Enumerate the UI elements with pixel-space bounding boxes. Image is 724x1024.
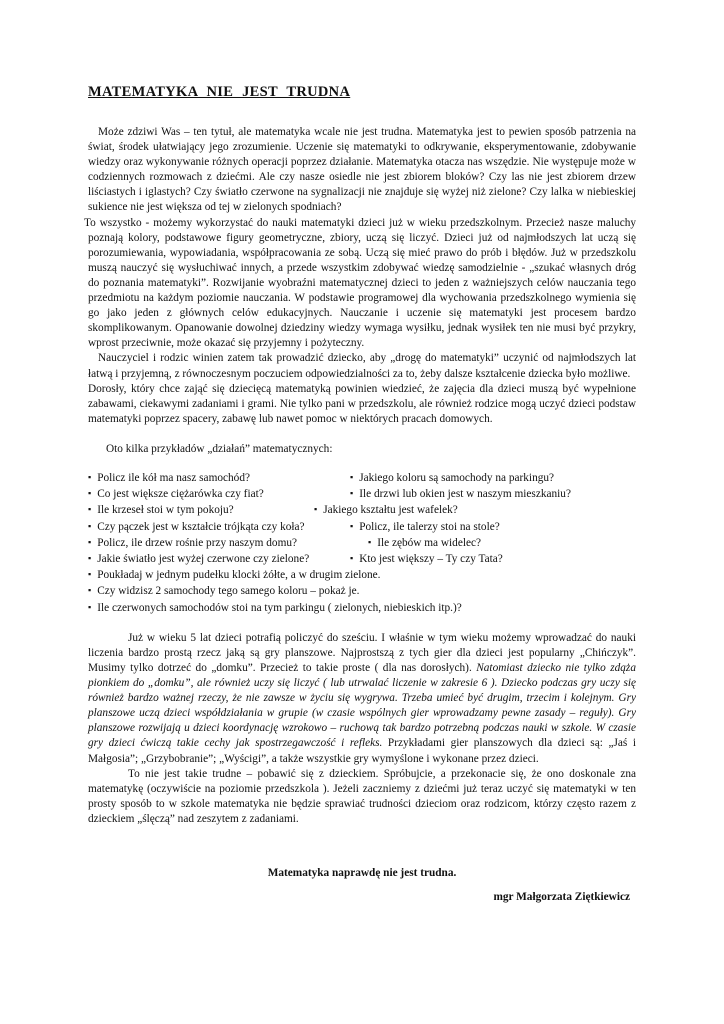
list-item — [88, 535, 636, 551]
paragraph-5-normal-2: Przykładami gier planszowych dla dzieci są: „Jaś i Małgosia”; „Grzybobranie”; „Wyścigi”, a także wszystkie gry wymyślone i wykonane przez dzieci. — [88, 737, 636, 765]
list-item — [88, 519, 636, 535]
example-right: ▪ Policz, ile talerzy stoi na stole? — [350, 519, 500, 535]
example-left: ▪ Ile krzeseł stoi w tym pokoju? — [88, 502, 314, 518]
example-right: ▪ Ile zębów ma widelec? — [368, 535, 481, 551]
example-left: ▪ Czy widzisz 2 samochody tego samego koloru – pokaż je. — [88, 583, 359, 599]
example-left: ▪ Co jest większe ciężarówka czy fiat? — [88, 486, 350, 502]
example-left: ▪ Poukładaj w jednym pudełku klocki żółte, a w drugim zielone. — [88, 567, 381, 583]
paragraph-6: To nie jest takie trudne – pobawić się z dzieckiem. Spróbujcie, a przekonacie się, że ono doskonale zna matematykę (oczywiście na poziomie przedszkola ). Jeżeli zaczniemy z dziećmi już teraz uczyć się matematyki w ten prosty sposób to w szkole matematyka nie będzie sprawiać trudności dzieciom oraz rodzicom, którzy często razem z dzieckiem „ślęczą” nad zeszytem z zadaniami. — [88, 767, 636, 825]
author-signature: mgr Małgorzata Ziętkiewicz — [493, 891, 630, 904]
example-left: ▪ Ile czerwonych samochodów stoi na tym parkingu ( zielonych, niebieskich itp.)? — [88, 600, 462, 616]
list-item — [88, 583, 636, 599]
example-left: ▪ Czy pączek jest w kształcie trójkąta czy koła? — [88, 519, 350, 535]
paragraph-5-italic: Natomiast dziecko nie tylko zdąża pionkiem do „domku”, ale również uczy się liczyć ( lub utrwalać liczenie w zakresie 6 ). Dziecko podczas gry uczy się również bardzo ważnej rzeczy, że nie zawsze w życiu się wygrywa. Trzeba umieć być drugim, trzecim i kolejnym. Gry planszowe uczą dzieci współdziałania w grupie (w czasie wspólnych gier wprowadzamy pewne zasady – reguły). Gry planszowe rozwijają u dzieci koordynację wzrokowo – ruchową tak bardzo potrzebną podczas nauki w szkole. W czasie gry dzieci ćwiczą takie cechy jak spostrzegawczość i refleks. — [88, 661, 636, 750]
list-item — [88, 551, 636, 567]
example-left: ▪ Policz, ile drzew rośnie przy naszym domu? — [88, 535, 368, 551]
page-title: MATEMATYKA NIE JEST TRUDNA — [88, 84, 351, 100]
paragraph-intro: Może zdziwi Was – ten tytuł, ale matematyka wcale nie jest trudna. Matematyka jest to pewien sposób patrzenia na świat, środek ułatwiający jego zrozumienie. Uczenie się matematyki to odkrywanie, eksperymentowanie, zdobywanie wiedzy oraz wykonywanie różnych operacji poprzez działanie. Matematyka otacza nas wszędzie. Nie występuje może w codziennych rozmowach z dziećmi. Ale czy nasze osiedle nie jest zbiorem bloków? Czy las nie jest zbiorem drzew liściastych i iglastych? Czy światło czerwone na sygnalizacji nie znajduje się wyżej niż zielone? Czy lalka w niebieskiej sukience nie jest większa od tej w zielonych spodniach? — [88, 126, 636, 214]
list-item — [88, 470, 636, 486]
list-item — [88, 600, 636, 616]
paragraph-5-normal-1: Już w wieku 5 lat dzieci potrafią policzyć do sześciu. I właśnie w tym wieku możemy wprowadzać do nauki liczenia bardzo prostą rzecz jaką są gry planszowe. Najprostszą z tych gier dla dzieci jest popularny „Chińczyk”. Musimy tylko dotrzeć do „domku”. Przecież to takie proste ( dla nas dorosłych). — [88, 631, 636, 674]
list-item — [88, 502, 636, 518]
list-item — [88, 486, 636, 502]
closing-statement: Matematyka naprawdę nie jest trudna. — [267, 867, 457, 880]
examples-intro: Oto kilka przykładów „działań” matematycznych: — [106, 442, 333, 455]
paragraph-3: Nauczyciel i rodzic winien zatem tak prowadzić dziecko, aby „drogę do matematyki” uczynić od najmłodszych lat łatwą i przyjemną, z równoczesnym poczuciem odpowiedzialności za to, żeby dalsze kształcenie dziecka było możliwe. — [88, 352, 636, 380]
list-item — [88, 567, 636, 583]
example-right: ▪ Jakiego koloru są samochody na parkingu? — [350, 470, 554, 486]
paragraph-4: Dorosły, który chce zająć się dziecięcą matematyką powinien wiedzieć, że zajęcia dla dzieci muszą być wypełnione zabawami, ciekawymi zadaniami i grami. Nie tylko pani w przedszkolu, ale również rodzice mogą uczyć dzieci podstaw matematyki poprzez spacery, zabawę lub nawet pomoc w niektórych pracach domowych. — [88, 382, 636, 425]
example-right: ▪ Ile drzwi lub okien jest w naszym mieszkaniu? — [350, 486, 571, 502]
examples-list — [88, 470, 636, 616]
example-left: ▪ Jakie światło jest wyżej czerwone czy zielone? — [88, 551, 350, 567]
example-right: ▪ Jakiego kształtu jest wafelek? — [314, 502, 458, 518]
example-right: ▪ Kto jest większy – Ty czy Tata? — [350, 551, 503, 567]
example-left: ▪ Policz ile kół ma nasz samochód? — [88, 470, 350, 486]
paragraph-2: To wszystko - możemy wykorzystać do nauki matematyki dzieci już w wieku przedszkolnym. Przecież nasze maluchy poznają kolory, podstawowe figury geometryczne, zbiory, uczą się liczyć. Dzieci już od najmłodszych lat uczą się porozumiewania, wypowiadania, współpracowania ze sobą. Uczą się mieć prawo do prób i błędów. Już w przedszkolu muszą nauczyć się wysłuchiwać innych, a przede wszystkim zdobywać wiedzę samodzielnie - „szukać własnych dróg do poznania matematyki”. Rozwijanie wyobraźni matematycznej dzieci to jeden z ważniejszych celów nauczania tego przedmiotu na każdym poziomie nauczania. W podstawie programowej dla wychowania przedszkolnego wymienia się go jako jeden z głównych celów edukacyjnych. Nauczanie i uczenie się matematyki jest procesem bardzo skomplikowanym. Opanowanie dowolnej dziedziny wiedzy wymaga wysiłku, jednak wysiłek ten nie musi być przykry, wprost przeciwnie, może okazać się przyjemny i pożyteczny. — [84, 216, 636, 350]
paragraph-5 — [88, 631, 636, 767]
